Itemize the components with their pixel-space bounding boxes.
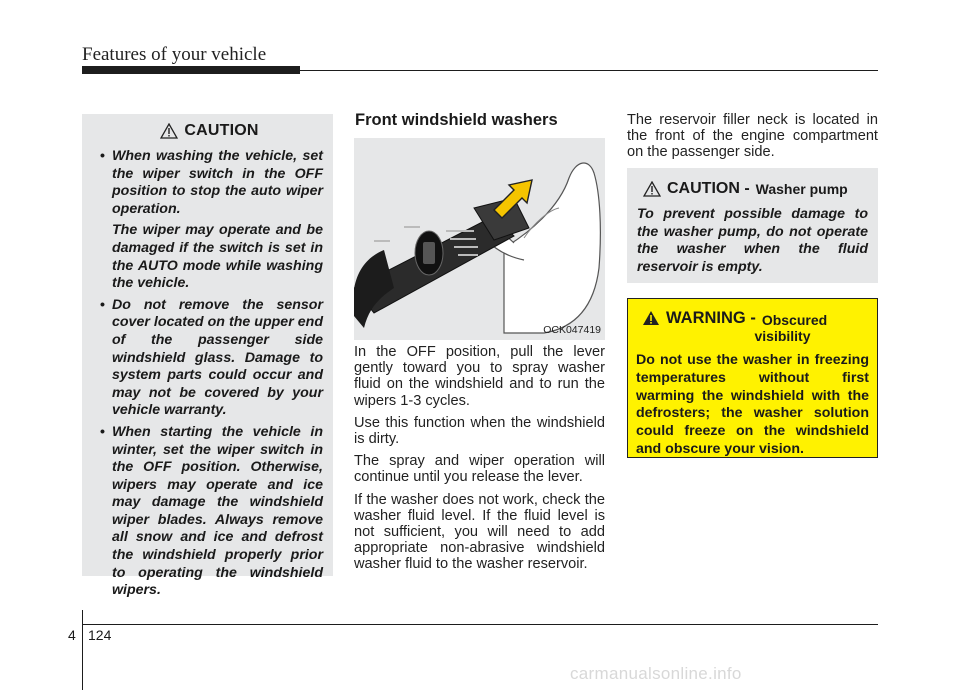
caution-heading [96, 122, 323, 140]
warning-triangle-icon [642, 310, 660, 326]
reservoir-text: The reservoir filler neck is located in the front of the engine compartment on the passenger side. [627, 112, 878, 161]
caution-item-1-note: The wiper may operate and be damaged if the switch is set in the AUTO mode while washing the vehicle. [112, 222, 323, 292]
header-line [300, 70, 878, 71]
section-title: Front windshield washers [355, 111, 558, 129]
caution-item-3: • When starting the vehicle in winter, set the wiper switch in the OFF position. Otherwise, wipers may operate and ice may damage the windshield wiper blades. Always remove all snow and ice and defrost the windshield properly prior to operating the windshield wipers. [100, 423, 323, 599]
paragraph: Use this function when the windshield is dirty. [354, 414, 605, 448]
header-bar [82, 66, 300, 74]
caution-title: CAUTION [184, 122, 259, 139]
figure-code: OCK047419 [543, 324, 601, 336]
chapter-number: 4 [68, 627, 76, 643]
caution-item-1: • When washing the vehicle, set the wiper switch in the OFF position to stop the auto wiper operation. [100, 148, 323, 217]
paragraph: The spray and wiper operation will continue until you release the lever. [354, 453, 605, 486]
warning-text: Do not use the washer in freezing temperatures without first warming the windshield with the defrosters; the washer solution could freeze on the windshield and obscure your vision. [636, 352, 869, 457]
caution-box [82, 114, 333, 599]
warning-title: WARNING - [666, 309, 756, 327]
caution-text: To prevent possible damage to the washer pump, do not operate the washer when the fluid reservoir is empty. [637, 206, 868, 275]
footer-hline [82, 624, 878, 625]
washer-body-text [354, 344, 605, 579]
wiper-lever-figure [354, 138, 605, 340]
bullet-icon: • [100, 148, 105, 164]
caution-subtitle: Washer pump [755, 181, 848, 197]
washer-pump-caution [627, 168, 878, 283]
caution-item-2: • Do not remove the sensor cover located on the upper end of the passenger side windshield glass. Damage to system parts could occur and may not be covered by your vehicle warranty. [100, 296, 323, 419]
footer-vline [82, 610, 83, 690]
paragraph: If the washer does not work, check the washer fluid level. If the fluid level is not sufficient, you will need to add appropriate non-abrasive windshield washer fluid to the washer reservoir. [354, 491, 605, 573]
watermark: carmanualsonline.info [570, 664, 742, 683]
bullet-icon: • [100, 296, 105, 313]
paragraph: In the OFF position, pull the lever gently toward you to spray washer fluid on the windshield and to run the wipers 1-3 cycles. [354, 344, 605, 409]
visibility-warning [627, 298, 878, 458]
caution-triangle-icon [160, 123, 178, 139]
caution-title: CAUTION - [667, 180, 750, 197]
bullet-icon: • [100, 423, 105, 440]
caution-triangle-icon [643, 181, 661, 197]
warning-subtitle-cont: visibility [754, 328, 811, 344]
page-number: 124 [88, 627, 112, 643]
wiper-lever-illustration [354, 138, 605, 340]
warning-subtitle: Obscured [761, 312, 828, 328]
header-title: Features of your vehicle [82, 44, 267, 65]
